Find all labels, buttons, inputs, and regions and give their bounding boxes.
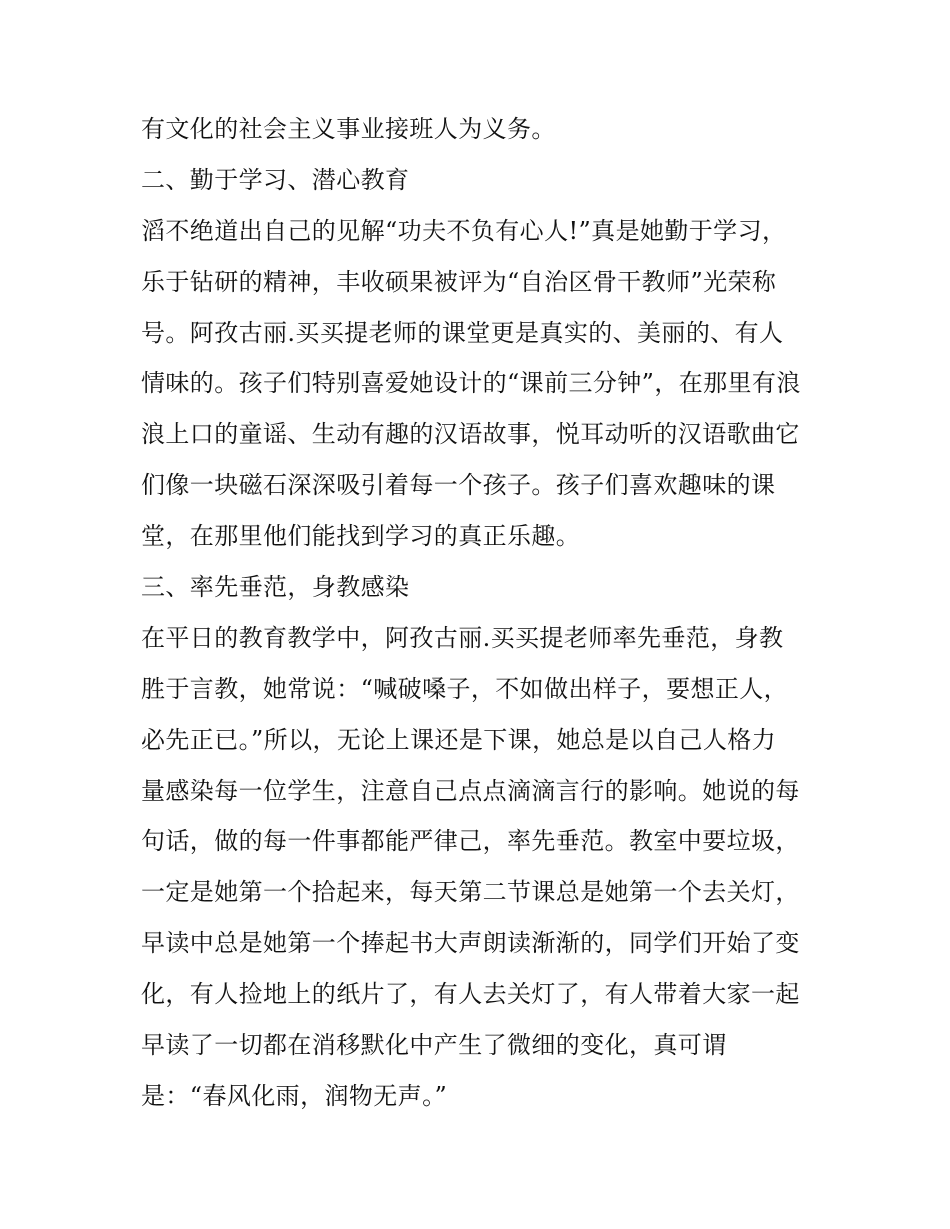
text-line: 堂，在那里他们能找到学习的真正乐趣。 bbox=[141, 522, 581, 551]
text-line: 一定是她第一个拾起来，每天第二节课总是她第一个去关灯， bbox=[141, 878, 800, 907]
text-line: 乐于钻研的精神，丰收硕果被评为“自治区骨干教师”光荣称 bbox=[141, 267, 777, 296]
text-line: 有文化的社会主义事业接班人为义务。 bbox=[141, 115, 556, 143]
text-line: 胜于言教，她常说：“喊破嗓子，不如做出样子，要想正人， bbox=[141, 674, 789, 703]
text-line: 在平日的教育教学中，阿孜古丽.买买提老师率先垂范，身教 bbox=[141, 623, 784, 652]
text-line: 情味的。孩子们特别喜爱她设计的“课前三分钟”，在那里有浪 bbox=[141, 369, 801, 398]
text-line: 必先正已。”所以，无论上课还是下课，她总是以自己人格力 bbox=[141, 725, 777, 754]
document-body bbox=[141, 109, 831, 1127]
text-line: 浪上口的童谣、生动有趣的汉语故事，悦耳动听的汉语歌曲它 bbox=[141, 420, 800, 449]
text-line: 量感染每一位学生，注意自己点点滴滴言行的影响。她说的每 bbox=[141, 776, 800, 805]
text-line: 句话，做的每一件事都能严律己，率先垂范。教室中要垃圾， bbox=[141, 827, 800, 856]
section-heading: 二、勤于学习、潜心教育 bbox=[141, 165, 410, 194]
section-heading: 三、率先垂范，身教感染 bbox=[141, 573, 410, 602]
text-line: 号。阿孜古丽.买买提老师的课堂更是真实的、美丽的、有人 bbox=[141, 318, 784, 347]
text-line: 化，有人捡地上的纸片了，有人去关灯了，有人带着大家一起 bbox=[141, 980, 800, 1009]
text-line: 早读中总是她第一个捧起书大声朗读渐渐的，同学们开始了变 bbox=[141, 929, 800, 958]
text-line: 滔不绝道出自己的见解“功夫不负有心人!”真是她勤于学习， bbox=[141, 216, 787, 245]
text-line: 是：“春风化雨，润物无声。” bbox=[141, 1081, 448, 1110]
text-line: 们像一块磁石深深吸引着每一个孩子。孩子们喜欢趣味的课 bbox=[141, 471, 776, 500]
text-line: 早读了一切都在消移默化中产生了微细的变化，真可谓 bbox=[141, 1031, 727, 1060]
